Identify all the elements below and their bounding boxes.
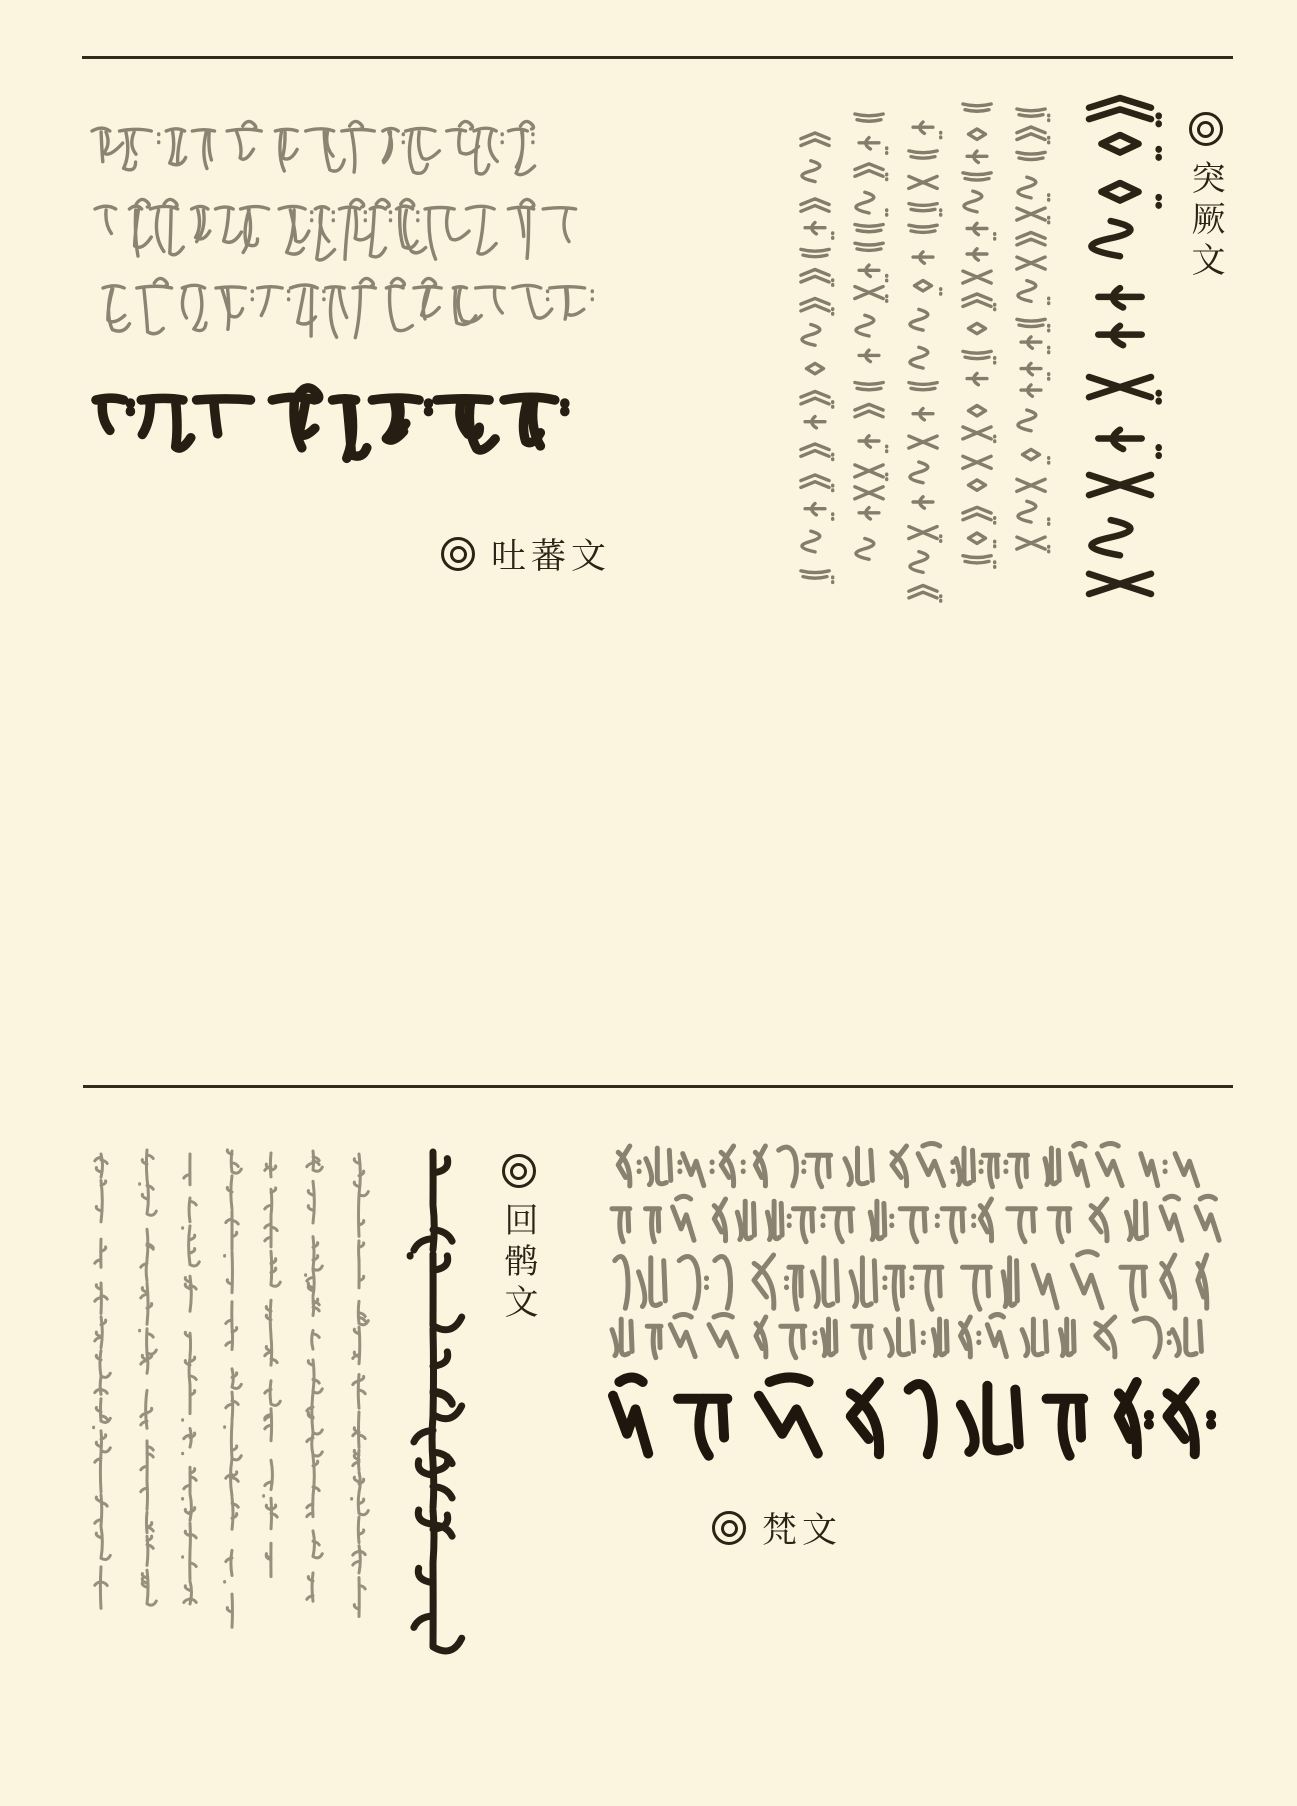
- caption-turkic: [1181, 112, 1230, 283]
- turkic-script-column-large: [1089, 98, 1159, 594]
- uyghur-script-column-large: [410, 1152, 462, 1651]
- sanskrit-script-row-large: [613, 1377, 1211, 1455]
- bullseye-icon: [502, 1154, 536, 1188]
- bullseye-inner-ring: [510, 1163, 527, 1180]
- caption-tibetan-text: 吐蕃文: [491, 537, 612, 576]
- turkic-script-columns: [801, 104, 1049, 601]
- bullseye-inner-ring: [1197, 121, 1214, 138]
- caption-sanskrit: [712, 1503, 842, 1553]
- sanskrit-script-rows: [612, 1144, 1219, 1358]
- caption-turkic-text: 突厥文: [1186, 160, 1224, 283]
- tibetan-script-row-large: [96, 388, 565, 458]
- tibetan-script-rows: [92, 121, 592, 337]
- uyghur-script-columns: [94, 1150, 369, 1627]
- caption-tibetan: [441, 529, 611, 579]
- caption-uyghur-text: 回鹘文: [499, 1202, 537, 1325]
- bullseye-inner-ring: [450, 546, 467, 563]
- bullseye-icon: [1189, 112, 1223, 146]
- bullseye-icon: [441, 537, 475, 571]
- caption-sanskrit-text: 梵文: [762, 1511, 843, 1550]
- caption-uyghur: [494, 1154, 543, 1325]
- bullseye-icon: [712, 1511, 746, 1545]
- bullseye-inner-ring: [721, 1520, 738, 1537]
